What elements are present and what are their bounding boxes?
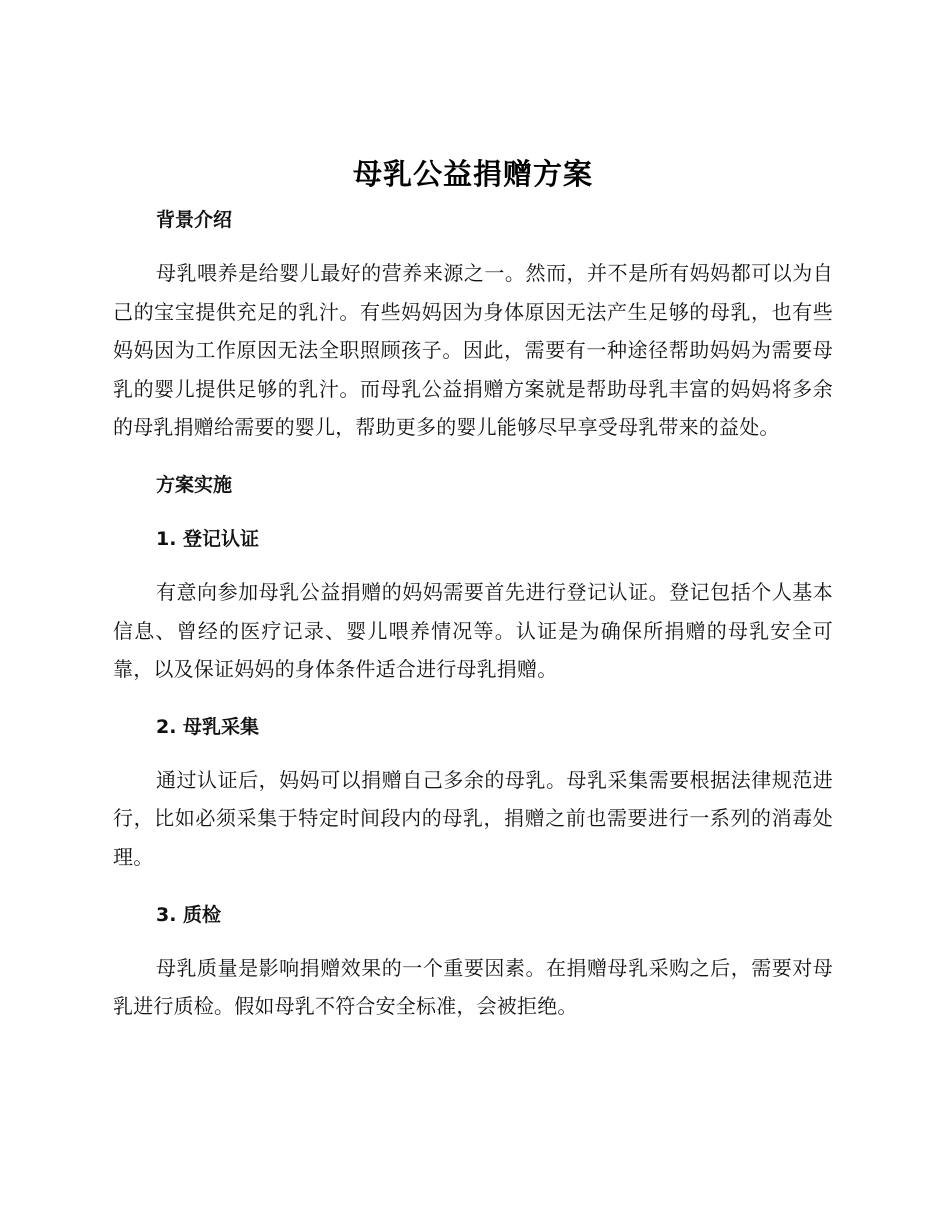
step-heading-collection: 2. 母乳采集: [156, 715, 260, 738]
spacer: [113, 933, 833, 949]
spacer: [113, 689, 833, 709]
step-heading-quality-check: 3. 质检: [156, 903, 222, 926]
step-paragraph-registration: 有意向参加母乳公益捐赠的妈妈需要首先进行登记认证。登记包括个人基本信息、曾经的医疗记录、婴儿喂养情况等。认证是为确保所捐赠的母乳安全可靠，以及保证妈妈的身体条件适合进行母乳捐赠。: [113, 579, 833, 682]
section-heading-implementation: 方案实施: [156, 473, 233, 496]
spacer: [113, 877, 833, 897]
step-heading-registration: 1. 登记认证: [156, 527, 260, 550]
step-paragraph-quality-check: 母乳质量是影响捐赠效果的一个重要因素。在捐赠母乳采购之后，需要对母乳进行质检。假如母乳不符合安全标准，会被拒绝。: [113, 955, 833, 1019]
section-heading-background: 背景介绍: [156, 209, 233, 231]
background-paragraph: 母乳喂养是给婴儿最好的营养来源之一。然而，并不是所有妈妈都可以为自己的宝宝提供充足的乳汁。有些妈妈因为身体原因无法产生足够的母乳，也有些妈妈因为工作原因无法全职照顾孩子。因此，需要有一种途径帮助妈妈为需要母乳的婴儿提供足够的乳汁。而母乳公益捐赠方案就是帮助母乳丰富的妈妈将多余的母乳捐赠给需要的婴儿，帮助更多的婴儿能够尽早享受母乳带来的益处。: [113, 261, 833, 440]
step-paragraph-collection: 通过认证后，妈妈可以捐赠自己多余的母乳。母乳采集需要根据法律规范进行，比如必须采集于特定时间段内的母乳，捐赠之前也需要进行一系列的消毒处理。: [113, 767, 833, 869]
document-page: [113, 148, 833, 1026]
spacer: [113, 745, 833, 761]
spacer: [113, 557, 833, 573]
spacer: [113, 238, 833, 254]
spacer: [113, 503, 833, 521]
document-title: 母乳公益捐赠方案: [352, 157, 593, 191]
spacer: [113, 447, 833, 467]
